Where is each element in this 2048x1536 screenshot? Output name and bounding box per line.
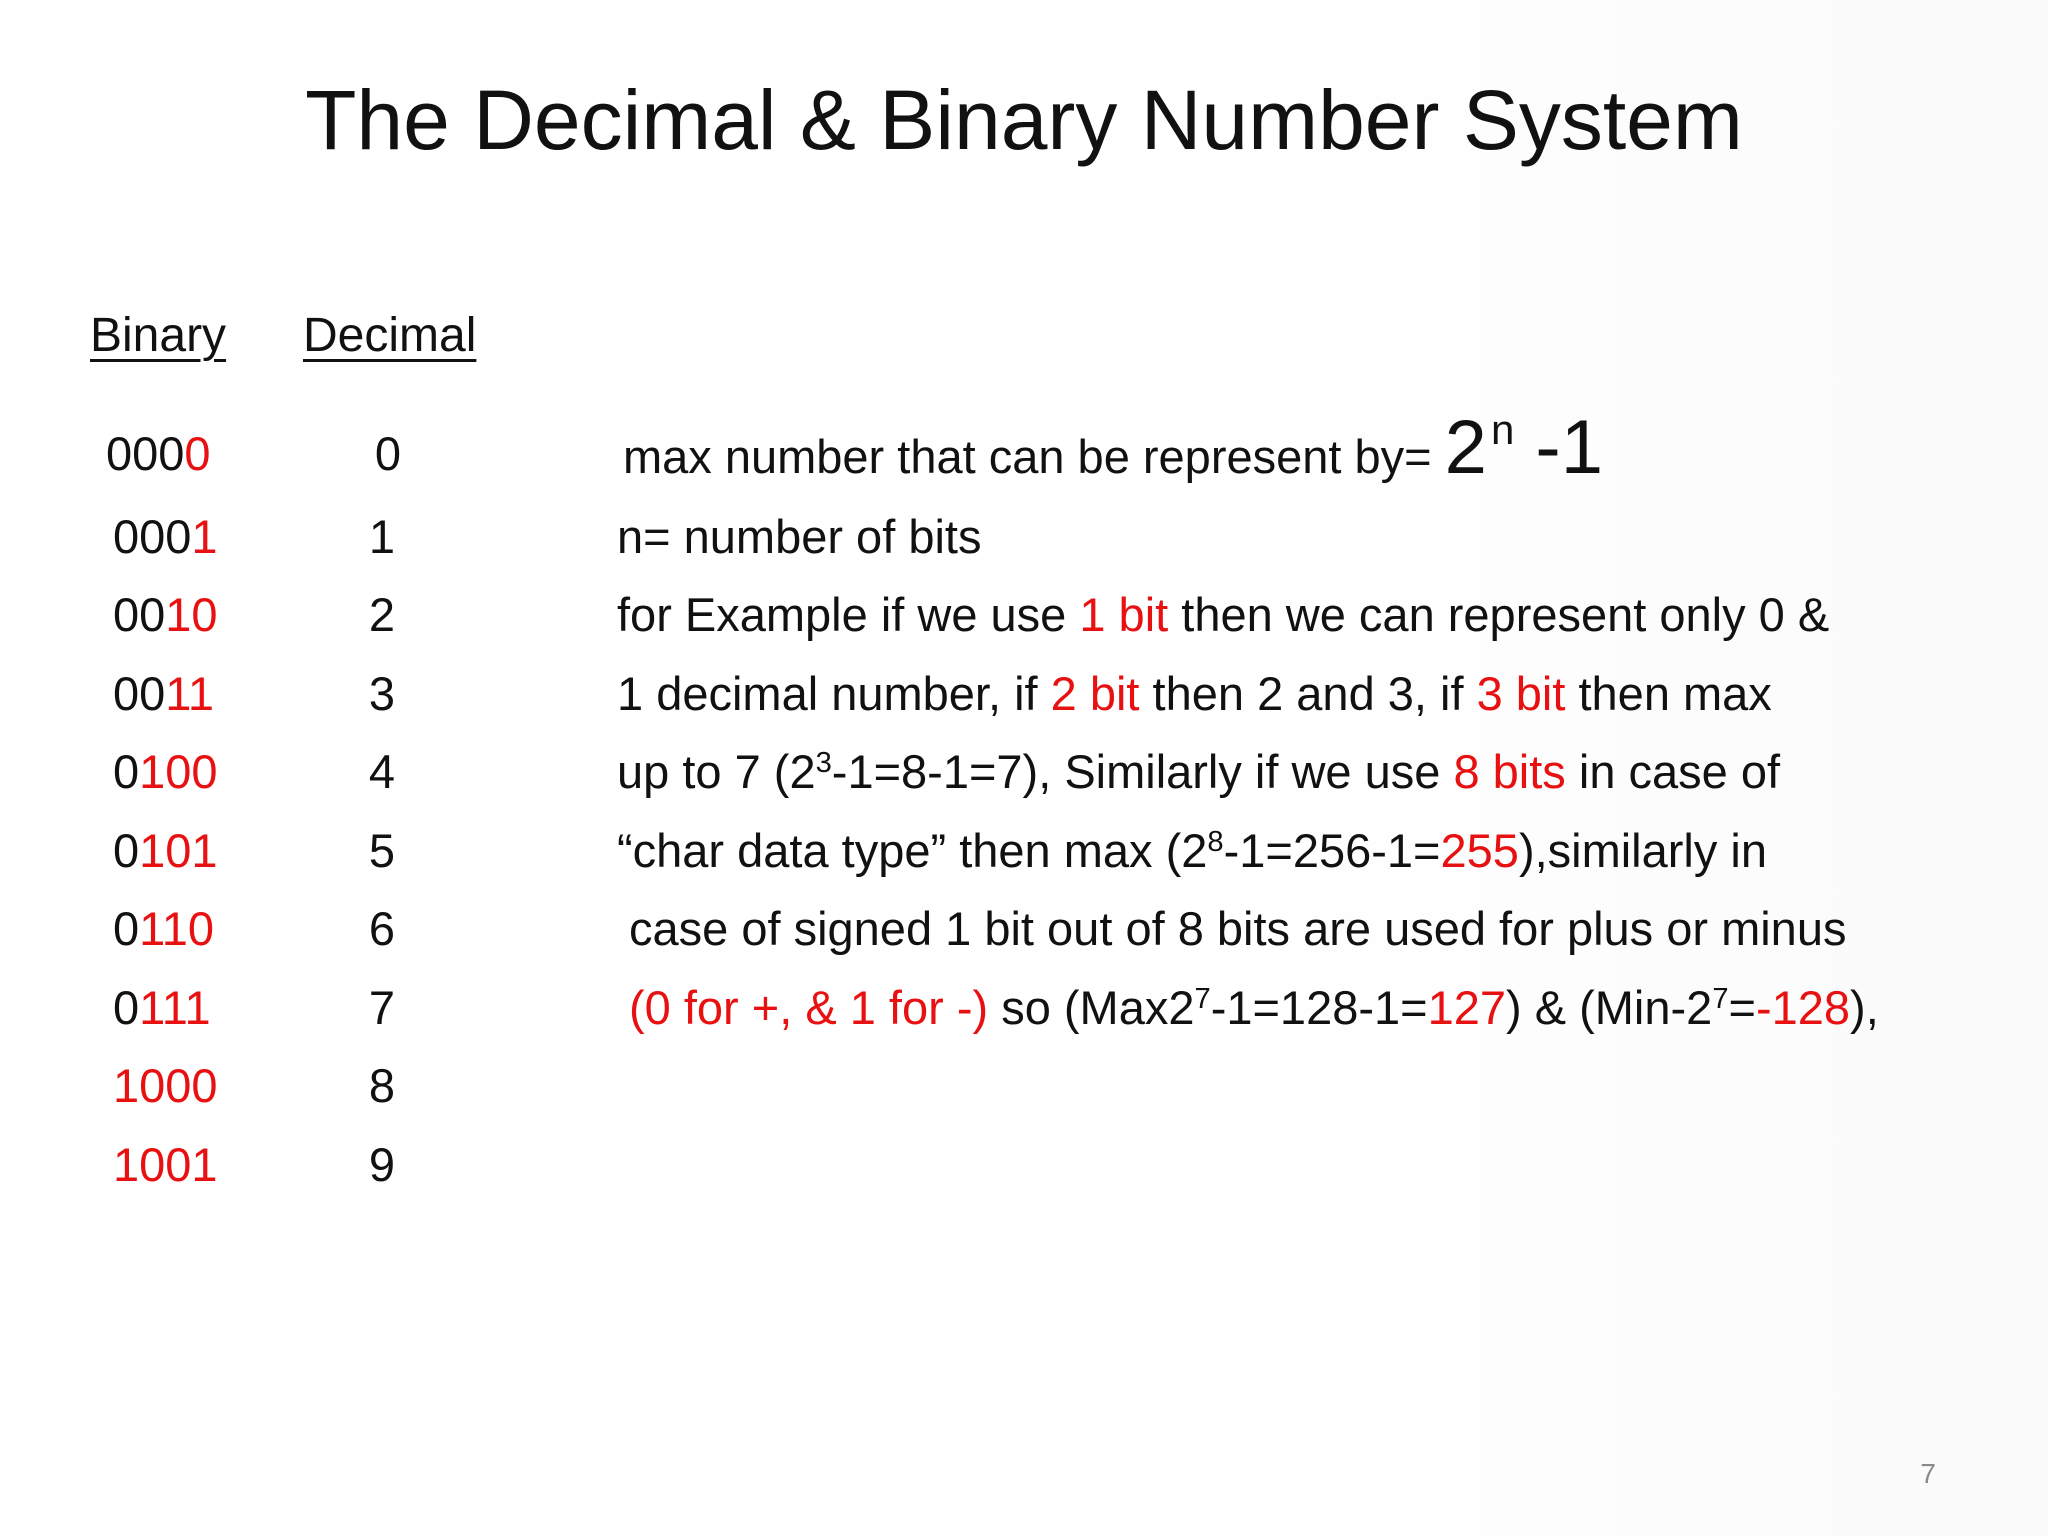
explanation-line (617, 824, 1767, 877)
binary-red-digits: 101 (139, 824, 218, 877)
binary-red-digits: 111 (139, 981, 211, 1034)
page-number: 7 (1920, 1458, 1936, 1489)
highlight-segment: 3 bit (1476, 667, 1566, 720)
superscript: 3 (815, 746, 832, 779)
decimal-value: 3 (368, 667, 396, 720)
binary-plain-digits: 00 (113, 667, 166, 720)
superscript: 7 (1712, 982, 1729, 1015)
binary-value (106, 427, 211, 480)
explanation-line (617, 588, 1830, 641)
binary-value (113, 588, 218, 641)
explanation-line: n= number of bits (617, 510, 982, 563)
highlight-segment: (0 for +, & 1 for -) (629, 981, 989, 1034)
binary-plain-digits: 0 (113, 902, 140, 955)
text-segment: ),similarly in (1518, 824, 1767, 877)
text-segment: ), (1850, 981, 1879, 1034)
binary-red-digits: 100 (139, 745, 218, 798)
decimal-header: Decimal (303, 309, 477, 362)
text-segment: then we can represent only 0 & (1168, 588, 1830, 641)
decimal-value: 8 (368, 1059, 396, 1112)
binary-header: Binary (90, 309, 227, 362)
formula-base: 2 (1444, 405, 1487, 490)
highlight-segment: 8 bits (1453, 745, 1566, 798)
binary-red-digits: 1000 (113, 1059, 218, 1112)
binary-plain-digits: 00 (113, 588, 166, 641)
superscript: 7 (1194, 982, 1211, 1015)
binary-value (113, 824, 218, 877)
highlight-segment: 2 bit (1050, 667, 1140, 720)
text-segment: -1=128-1= (1210, 981, 1428, 1034)
superscript: 8 (1207, 825, 1224, 858)
decimal-value: 4 (368, 745, 396, 798)
binary-red-digits: 1 (191, 510, 218, 563)
explanation-line (617, 667, 1772, 720)
decimal-value: 0 (374, 427, 402, 480)
highlight-segment: 255 (1440, 824, 1519, 877)
decimal-value: 2 (368, 588, 396, 641)
formula-tail: -1 (1514, 405, 1603, 490)
highlight-segment: -128 (1755, 981, 1851, 1034)
binary-value (113, 981, 211, 1034)
highlight-segment: 127 (1427, 981, 1507, 1034)
slide-title: The Decimal & Binary Number System (305, 73, 1743, 167)
binary-value (113, 902, 215, 955)
text-segment: in case of (1565, 745, 1781, 798)
binary-plain-digits: 000 (113, 510, 192, 563)
text-segment: up to 7 (2 (617, 745, 816, 798)
decimal-value: 9 (368, 1138, 396, 1191)
binary-plain-digits: 0 (113, 745, 140, 798)
binary-plain-digits: 0 (113, 981, 140, 1034)
binary-red-digits: 1001 (113, 1138, 218, 1191)
binary-value (113, 1138, 218, 1191)
formula-exponent: n (1490, 405, 1515, 453)
highlight-segment: 1 bit (1079, 588, 1169, 641)
binary-value (113, 667, 215, 720)
binary-plain-digits: 000 (106, 427, 185, 480)
decimal-value: 5 (368, 824, 396, 877)
binary-red-digits: 110 (139, 902, 215, 955)
text-segment: “char data type” then max (2 (617, 824, 1208, 877)
binary-red-digits: 10 (165, 588, 218, 641)
decimal-value: 6 (368, 902, 396, 955)
binary-value (113, 510, 218, 563)
binary-value (113, 745, 218, 798)
text-segment: = (1728, 981, 1756, 1034)
text-segment: ) & (Min-2 (1506, 981, 1713, 1034)
text-segment: 1 decimal number, if (617, 667, 1051, 720)
explanation-line (629, 981, 1879, 1034)
formula-line (623, 405, 1603, 490)
binary-red-digits: 11 (165, 667, 215, 720)
text-segment: -1=8-1=7), Similarly if we use (831, 745, 1454, 798)
text-segment: so (Max2 (988, 981, 1195, 1034)
text-segment: then max (1565, 667, 1772, 720)
text-segment: then 2 and 3, if (1139, 667, 1477, 720)
binary-red-digits: 0 (184, 427, 211, 480)
decimal-value: 1 (368, 510, 396, 563)
explanation-line: case of signed 1 bit out of 8 bits are used for plus or minus (629, 902, 1847, 955)
explanation-line (617, 745, 1781, 798)
formula-label: max number that can be represent by= (623, 430, 1445, 483)
decimal-value: 7 (368, 981, 396, 1034)
text-segment: -1=256-1= (1223, 824, 1441, 877)
binary-plain-digits: 0 (113, 824, 140, 877)
binary-value (113, 1059, 218, 1112)
text-segment: for Example if we use (617, 588, 1080, 641)
